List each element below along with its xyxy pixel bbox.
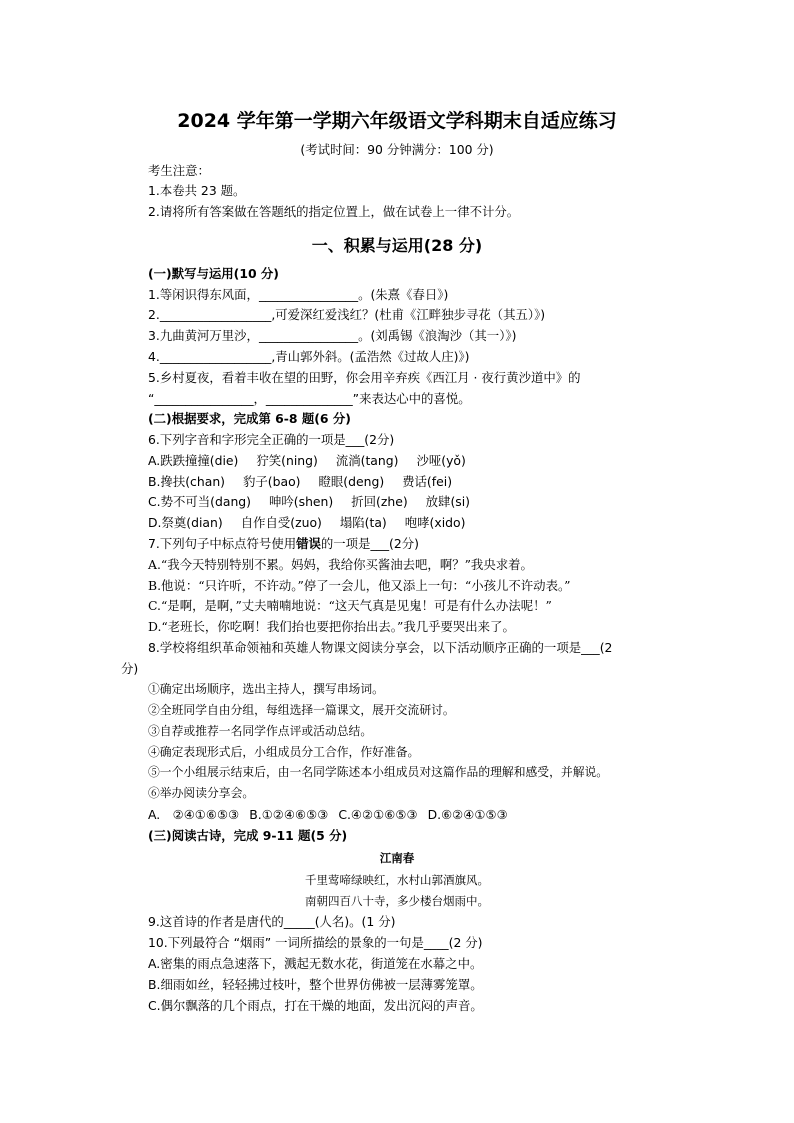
question-stem: [148, 536, 419, 551]
option-line: B.他说：“只许听，不许动。”停了一会儿，他又添上一句：“小孩儿不许动表。”: [148, 578, 571, 593]
step-line: ⑥举办阅读分享会。: [148, 786, 255, 800]
poem-title: 江南春: [379, 851, 415, 865]
option-row: [148, 494, 470, 509]
section-heading: 一、积累与运用(28 分): [311, 236, 483, 255]
step-line: ⑤一个小组展示结束后，由一名同学陈述本小组成员对这篇作品的理解和感受，并解说。: [148, 765, 609, 779]
option-line: C.偶尔飘落的几个雨点，打在干燥的地面，发出沉闷的声音。: [148, 998, 483, 1013]
exam-title: 2024 学年第一学期六年级语文学科期末自适应练习: [177, 110, 617, 132]
step-line: ③自荐或推荐一名同学作点评或活动总结。: [148, 724, 373, 738]
part-heading: (三)阅读古诗，完成 9-11 题(5 分): [148, 828, 348, 843]
question-stem: 8.学校将组织革命领袖和英雄人物课文阅读分享会，以下活动顺序正确的一项是___(2: [148, 640, 613, 655]
option-item: B.搀扶(chan): [148, 474, 225, 489]
option-line: A.密集的雨点急速落下，溅起无数水花，街道笼在水幕之中。: [148, 956, 483, 971]
option-item: 狞笑(ning): [256, 453, 318, 468]
option-item: A.跌跌撞撞(die): [148, 453, 239, 468]
exam-time-info: (考试时间：90 分钟满分：100 分): [300, 142, 494, 157]
option-item: 费话(fei): [402, 474, 453, 489]
option-row: [148, 515, 465, 530]
question-line: 1.等闲识得东风面，________________。(朱熹《春日》): [148, 287, 449, 302]
option-item: D.祭奠(dian): [148, 515, 223, 530]
part-heading: (一)默写与运用(10 分): [148, 266, 279, 281]
question-stem: 6.下列字音和字形完全正确的一项是___(2分): [148, 432, 395, 447]
step-line: ④确定表现形式后，小组成员分工合作，作好准备。: [148, 745, 420, 759]
option-item: 咆哮(xido): [404, 515, 466, 530]
step-line: ②全班同学自由分组，每组选择一篇课文，展开交流研讨。: [148, 703, 455, 717]
question-stem: 9.这首诗的作者是唐代的_____(人名)。(1 分): [148, 914, 396, 929]
option-row: [148, 807, 508, 822]
option-item: D.⑥②④①⑤③: [427, 807, 508, 822]
step-line: ①确定出场顺序，选出主持人，撰写串场词。: [148, 682, 384, 696]
option-item: 呻吟(shen): [269, 494, 334, 509]
option-item: 瞪眼(deng): [318, 474, 385, 489]
option-line: B.细雨如丝，轻轻拂过枝叶，整个世界仿佛被一层薄雾笼罩。: [148, 977, 483, 992]
part-heading: (二)根据要求，完成第 6-8 题(6 分): [148, 411, 351, 426]
question-line: 4.__________________,青山郭外斜。(孟浩然《过故人庄)》): [148, 349, 470, 364]
option-line: A.“我今天特别特别不累。妈妈，我给你买酱油去吧，啊？”我央求着。: [148, 557, 533, 572]
stem-text: 的一项是___(2分): [320, 536, 419, 551]
option-line: C.“是啊，是啊，”丈夫喃喃地说：“这天气真是见鬼！可是有什么办法呢！”: [148, 598, 552, 613]
stem-emphasis: 错误: [296, 536, 321, 551]
notice-item: 1.本卷共 23 题。: [148, 183, 246, 198]
notice-item: 2.请将所有答案做在答题纸的指定位置上，做在试卷上一律不计分。: [148, 204, 520, 219]
question-line: 3.九曲黄河万里沙，________________。(刘禹锡《浪淘沙（其一）》): [148, 328, 517, 343]
question-stem-cont: 分): [121, 661, 139, 676]
option-item: B.①②④⑥⑤③: [249, 807, 329, 822]
option-item: C.势不可当(dang): [148, 494, 251, 509]
option-row: [148, 474, 452, 489]
option-row: [148, 453, 466, 468]
stem-text: 7.下列句子中标点符号使用: [148, 536, 297, 551]
question-stem: 10.下列最符合 “烟雨” 一词所描绘的景象的一句是____(2 分): [148, 935, 483, 950]
notice-heading: 考生注意：: [148, 163, 210, 178]
option-item: 流淌(tang): [335, 453, 399, 468]
option-item: 塌陷(ta): [339, 515, 387, 530]
option-item: 放肆(si): [425, 494, 471, 509]
option-item: 折回(zhe): [351, 494, 408, 509]
option-item: C.④②①⑥⑤③: [338, 807, 418, 822]
question-line: 5.乡村夏夜，看着丰收在望的田野，你会用辛弃疾《西江月 · 夜行黄沙道中》的: [148, 370, 581, 385]
option-line: D.“老班长，你吃啊！我们抬也要把你抬出去。”我几乎要哭出来了。: [148, 619, 515, 634]
option-item: A. ②④①⑥⑤③: [148, 807, 240, 822]
option-item: 沙哑(yǒ): [416, 453, 466, 468]
poem-line: 千里莺啼绿映红，水村山郭酒旗风。: [305, 873, 489, 887]
question-line: “________________，______________”来表达心中的喜悦。: [148, 391, 471, 406]
option-item: 自作自受(zuo): [240, 515, 322, 530]
question-line: 2.__________________,可爱深红爱浅红？(杜甫《江畔独步寻花（其五）》): [148, 307, 546, 322]
option-item: 豹子(bao): [243, 474, 301, 489]
poem-line: 南朝四百八十寺，多少楼台烟雨中。: [305, 894, 489, 908]
